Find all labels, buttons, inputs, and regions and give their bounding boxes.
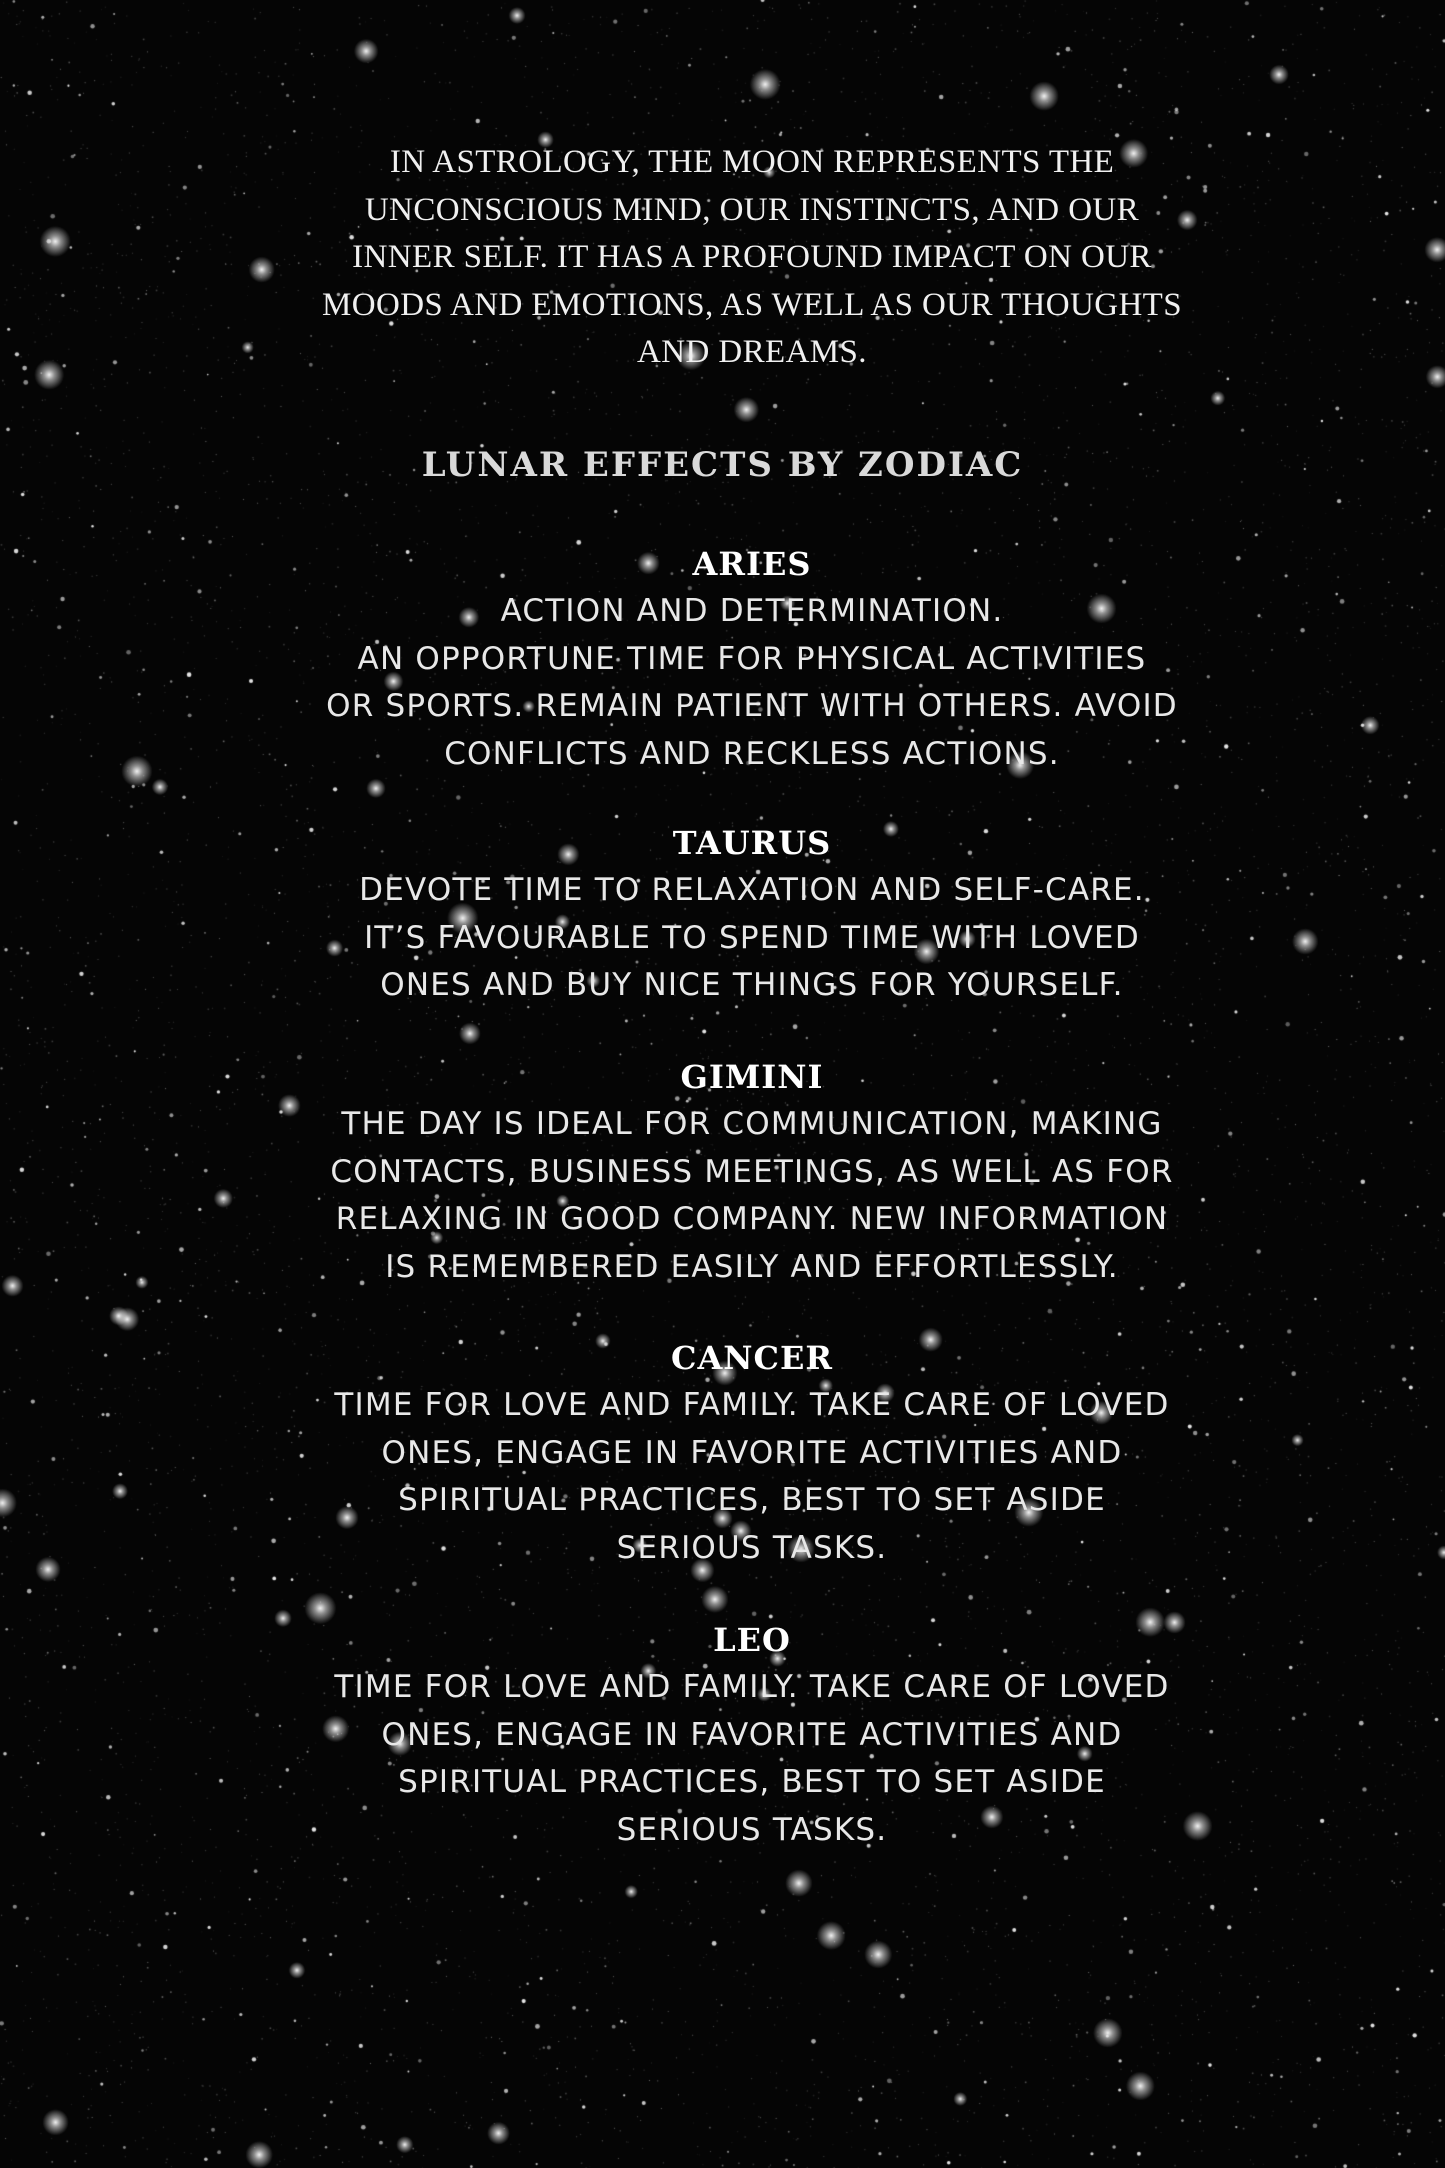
intro-line: UNCONSCIOUS MIND, OUR INSTINCTS, AND OUR xyxy=(364,191,1140,228)
sign-line: SPIRITUAL PRACTICES, BEST TO SET ASIDE xyxy=(398,1764,1106,1800)
sign-line: SERIOUS TASKS. xyxy=(616,1529,888,1566)
sign-line: AN OPPORTUNE TIME FOR PHYSICAL ACTIVITIES xyxy=(357,640,1147,677)
sign-title: LEO xyxy=(713,1621,791,1659)
sign-leo xyxy=(262,1616,1242,1854)
intro-line: INNER SELF. IT HAS A PROFOUND IMPACT ON OUR xyxy=(352,239,1152,275)
sign-line: DEVOTE TIME TO RELAXATION AND SELF-CARE. xyxy=(359,872,1145,908)
sign-cancer xyxy=(262,1334,1242,1572)
sign-line: TIME FOR LOVE AND FAMILY. TAKE CARE OF LOVED xyxy=(334,1669,1170,1705)
sign-line: ONES, ENGAGE IN FAVORITE ACTIVITIES AND xyxy=(381,1716,1123,1753)
sign-line: ACTION AND DETERMINATION. xyxy=(500,593,1004,629)
sign-description xyxy=(262,588,1242,778)
section-title: LUNAR EFFECTS BY ZODIAC xyxy=(421,445,1024,485)
sign-description xyxy=(262,867,1242,1010)
sign-line: SPIRITUAL PRACTICES, BEST TO SET ASIDE xyxy=(398,1482,1106,1518)
intro-line: MOODS AND EMOTIONS, AS WELL AS OUR THOUGHTS xyxy=(322,286,1182,323)
sign-description xyxy=(262,1664,1242,1854)
sign-line: CONTACTS, BUSINESS MEETINGS, AS WELL AS FOR xyxy=(330,1153,1174,1190)
sign-title: GIMINI xyxy=(680,1058,824,1096)
sign-line: ONES, ENGAGE IN FAVORITE ACTIVITIES AND xyxy=(381,1434,1123,1471)
sign-gimini xyxy=(262,1053,1242,1291)
sign-title: TAURUS xyxy=(672,824,832,862)
sign-line: IS REMEMBERED EASILY AND EFFORTLESSLY. xyxy=(385,1248,1119,1285)
sign-line: ONES AND BUY NICE THINGS FOR YOURSELF. xyxy=(380,967,1124,1003)
sign-title: ARIES xyxy=(692,545,812,583)
sign-description xyxy=(262,1382,1242,1572)
sign-line: OR SPORTS. REMAIN PATIENT WITH OTHERS. AVOID xyxy=(326,688,1178,724)
sign-description xyxy=(262,1101,1242,1291)
sign-line: THE DAY IS IDEAL FOR COMMUNICATION, MAKING xyxy=(341,1106,1163,1142)
sign-line: RELAXING IN GOOD COMPANY. NEW INFORMATION xyxy=(335,1201,1169,1237)
sign-line: IT’S FAVOURABLE TO SPEND TIME WITH LOVED xyxy=(364,919,1140,956)
sign-taurus xyxy=(262,819,1242,1010)
sign-line: SERIOUS TASKS. xyxy=(616,1811,888,1848)
intro-line: IN ASTROLOGY, THE MOON REPRESENTS THE xyxy=(389,144,1115,180)
sign-line: TIME FOR LOVE AND FAMILY. TAKE CARE OF LOVED xyxy=(334,1387,1170,1423)
intro-paragraph xyxy=(272,139,1232,377)
intro-line: AND DREAMS. xyxy=(637,334,867,370)
sign-aries xyxy=(262,540,1242,778)
sign-title: CANCER xyxy=(671,1339,833,1377)
sign-line: CONFLICTS AND RECKLESS ACTIONS. xyxy=(444,735,1060,772)
